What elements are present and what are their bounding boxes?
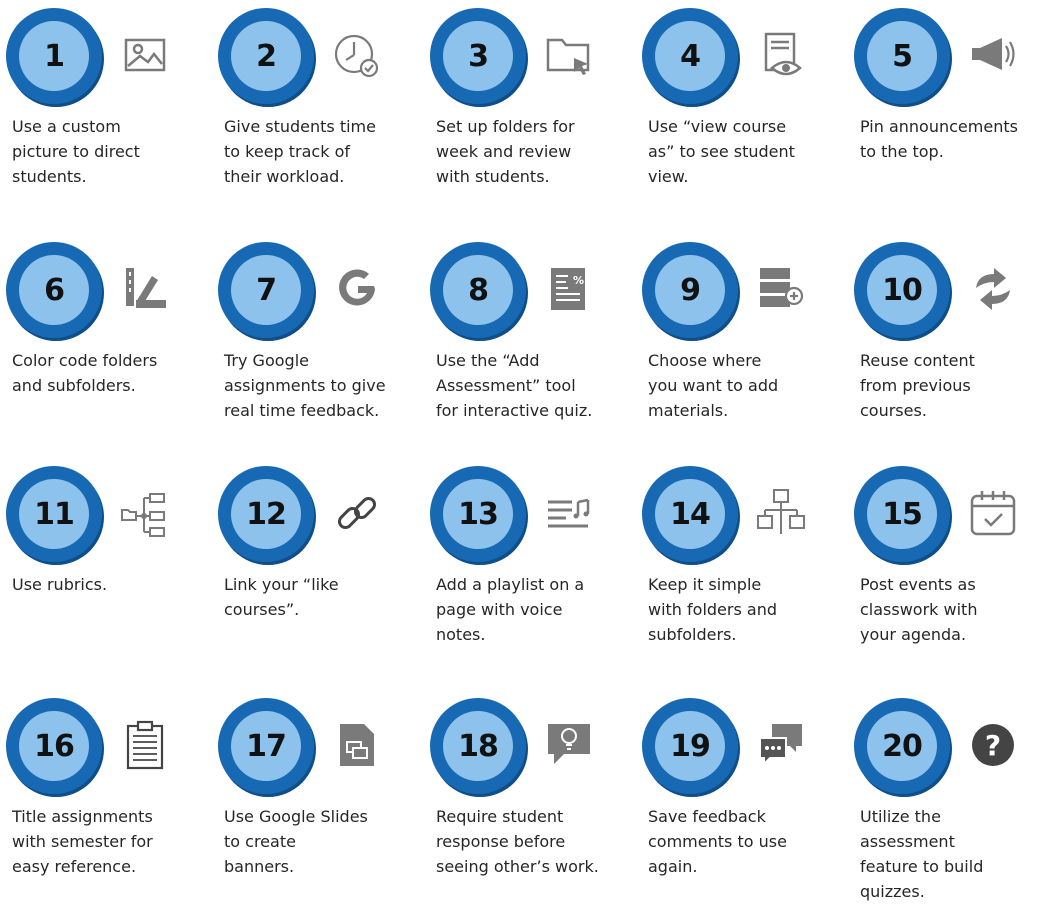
tip-number: 12 [231, 479, 301, 549]
tip-card [848, 2, 1056, 222]
assessment-doc-icon [542, 262, 596, 316]
number-badge [218, 242, 314, 338]
link-icon [330, 486, 384, 540]
tip-card [212, 460, 422, 680]
sitemap-icon [754, 486, 808, 540]
tip-number: 8 [443, 255, 513, 325]
chat-bubbles-icon [754, 718, 808, 772]
number-badge [854, 698, 950, 794]
tip-number: 7 [231, 255, 301, 325]
tip-number: 10 [867, 255, 937, 325]
tip-card [0, 460, 210, 680]
clipboard-icon [118, 718, 172, 772]
tip-card [848, 236, 1056, 456]
tip-card [424, 692, 634, 912]
server-add-icon [754, 262, 808, 316]
google-g-icon [330, 262, 384, 316]
tip-number: 16 [19, 711, 89, 781]
folder-cursor-icon [542, 28, 596, 82]
tip-card [212, 692, 422, 912]
tip-text: Link your “like courses”. [224, 575, 339, 619]
tip-number: 4 [655, 21, 725, 91]
tip-text: Give students time to keep track of their workload. [224, 117, 376, 186]
tip-text: Pin announcements to the top. [860, 117, 1018, 161]
tip-card [636, 236, 846, 456]
tip-text: Utilize the assessment feature to build quizzes. [860, 807, 984, 901]
tip-card [636, 692, 846, 912]
number-badge [6, 466, 102, 562]
tip-text: Set up folders for week and review with students. [436, 117, 575, 186]
tip-text: Use “view course as” to see student view. [648, 117, 795, 186]
tip-card [0, 236, 210, 456]
svg-text:?: ? [984, 729, 1002, 762]
clock-check-icon [330, 28, 384, 82]
tip-text: Require student response before seeing other’s work. [436, 807, 599, 876]
number-badge [430, 466, 526, 562]
document-eye-icon [754, 28, 808, 82]
tip-number: 11 [19, 479, 89, 549]
tip-number: 1 [19, 21, 89, 91]
tip-text: Keep it simple with folders and subfolders. [648, 575, 777, 644]
color-swatch-icon [118, 262, 172, 316]
image-icon [118, 28, 172, 82]
tip-card [212, 2, 422, 222]
number-badge [642, 8, 738, 104]
lightbulb-chat-icon [542, 718, 596, 772]
tip-number: 5 [867, 21, 937, 91]
number-badge [218, 698, 314, 794]
tip-card [424, 2, 634, 222]
tip-card [0, 692, 210, 912]
number-badge [854, 242, 950, 338]
tip-number: 3 [443, 21, 513, 91]
number-badge [642, 242, 738, 338]
tip-number: 20 [867, 711, 937, 781]
slides-icon [330, 718, 384, 772]
tip-number: 18 [443, 711, 513, 781]
tip-number: 6 [19, 255, 89, 325]
number-badge [430, 242, 526, 338]
megaphone-icon [966, 28, 1020, 82]
tip-text: Post events as classwork with your agenda. [860, 575, 978, 644]
number-badge [218, 466, 314, 562]
number-badge [6, 242, 102, 338]
tip-card [0, 2, 210, 222]
number-badge [642, 466, 738, 562]
tip-card [636, 2, 846, 222]
tip-card [636, 460, 846, 680]
tip-text: Add a playlist on a page with voice notes. [436, 575, 585, 644]
tip-number: 13 [443, 479, 513, 549]
number-badge [854, 466, 950, 562]
number-badge [430, 8, 526, 104]
tip-text: Choose where you want to add materials. [648, 351, 779, 420]
tip-text: Title assignments with semester for easy reference. [12, 807, 153, 876]
playlist-icon [542, 486, 596, 540]
number-badge [642, 698, 738, 794]
svg-text:%: % [573, 274, 585, 287]
number-badge [218, 8, 314, 104]
tip-text: Try Google assignments to give real time feedback. [224, 351, 386, 420]
tip-text: Use Google Slides to create banners. [224, 807, 368, 876]
tip-number: 15 [867, 479, 937, 549]
tip-text: Color code folders and subfolders. [12, 351, 158, 395]
tip-card [424, 236, 634, 456]
folder-tree-icon [118, 486, 172, 540]
tip-number: 2 [231, 21, 301, 91]
number-badge [430, 698, 526, 794]
tip-card [424, 460, 634, 680]
tip-text: Reuse content from previous courses. [860, 351, 975, 420]
tip-text: Use rubrics. [12, 575, 108, 594]
tip-number: 17 [231, 711, 301, 781]
tip-text: Use a custom picture to direct students. [12, 117, 140, 186]
tip-text: Save feedback comments to use again. [648, 807, 787, 876]
tip-number: 19 [655, 711, 725, 781]
question-icon [966, 718, 1020, 772]
number-badge [6, 8, 102, 104]
tip-card [848, 692, 1056, 912]
tip-text: Use the “Add Assessment” tool for interactive quiz. [436, 351, 593, 420]
calendar-check-icon [966, 486, 1020, 540]
tip-card [212, 236, 422, 456]
tip-number: 14 [655, 479, 725, 549]
tip-card [848, 460, 1056, 680]
recycle-arrows-icon [966, 262, 1020, 316]
number-badge [6, 698, 102, 794]
number-badge [854, 8, 950, 104]
tip-number: 9 [655, 255, 725, 325]
